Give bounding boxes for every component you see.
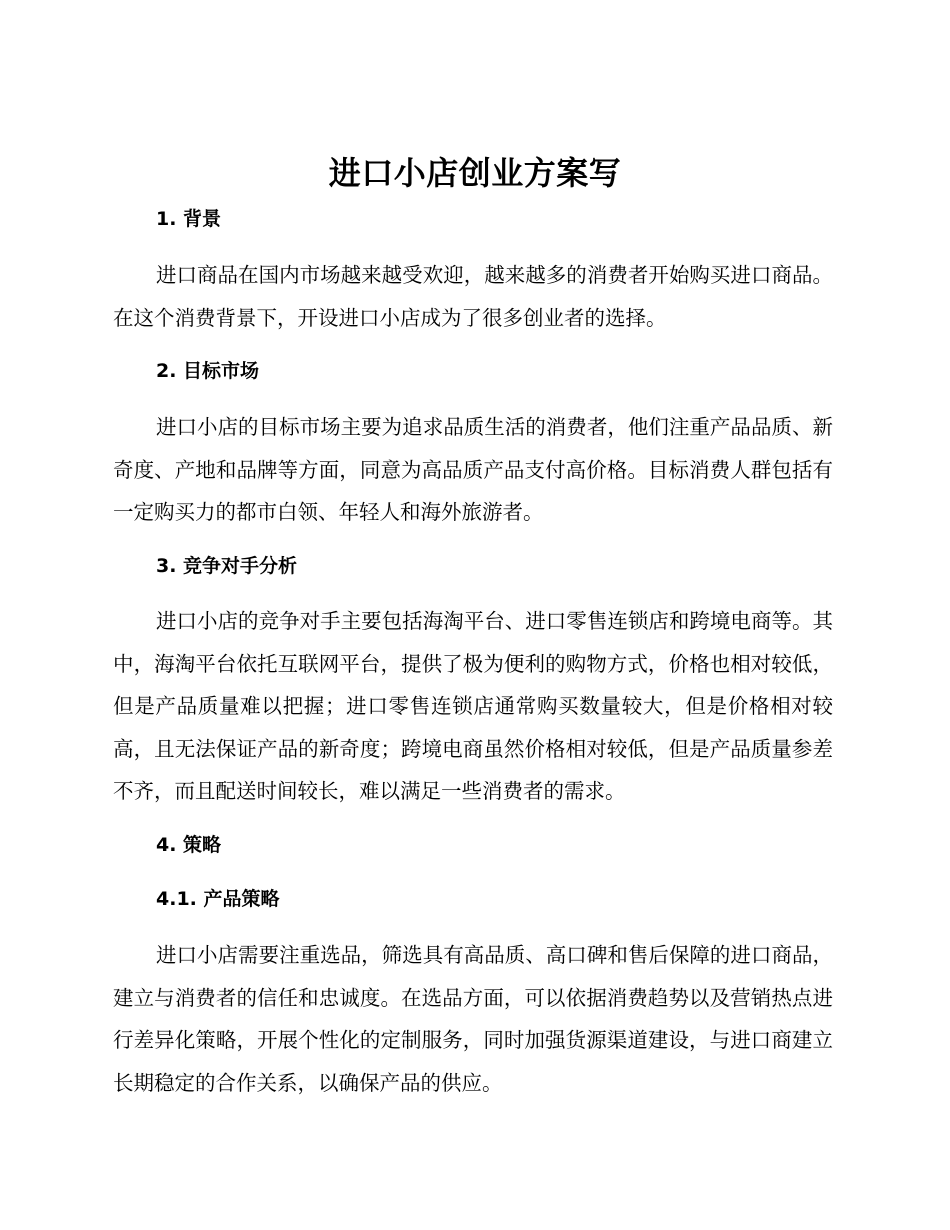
- document-title: 进口小店创业方案写: [328, 154, 622, 192]
- section-heading-target-market: 2. 目标市场: [156, 360, 260, 382]
- section-heading-strategy: 4. 策略: [156, 834, 222, 856]
- section-heading-competitor-analysis: 3. 竞争对手分析: [156, 555, 298, 577]
- section-paragraph-competitor-analysis: 进口小店的竞争对手主要包括海淘平台、进口零售连锁店和跨境电商等。其中，海淘平台依托互联网平台，提供了极为便利的购物方式，价格也相对较低，但是产品质量难以把握；进口零售连锁店通常购买数量较大，但是价格相对较高，且无法保证产品的新奇度；跨境电商虽然价格相对较低，但是产品质量参差不齐，而且配送时间较长，难以满足一些消费者的需求。: [113, 609, 833, 803]
- section-heading-background: 1. 背景: [156, 208, 222, 230]
- section-paragraph-product-strategy: 进口小店需要注重选品，筛选具有高品质、高口碑和售后保障的进口商品，建立与消费者的信任和忠诚度。在选品方面，可以依据消费趋势以及营销热点进行差异化策略，开展个性化的定制服务，同时加强货源渠道建设，与进口商建立长期稳定的合作关系，以确保产品的供应。: [113, 943, 833, 1095]
- section-heading-product-strategy: 4.1. 产品策略: [156, 888, 280, 910]
- section-paragraph-background: 进口商品在国内市场越来越受欢迎，越来越多的消费者开始购买进口商品。在这个消费背景下，开设进口小店成为了很多创业者的选择。: [113, 263, 833, 330]
- section-paragraph-target-market: 进口小店的目标市场主要为追求品质生活的消费者，他们注重产品品质、新奇度、产地和品牌等方面，同意为高品质产品支付高价格。目标消费人群包括有一定购买力的都市白领、年轻人和海外旅游者。: [113, 415, 833, 524]
